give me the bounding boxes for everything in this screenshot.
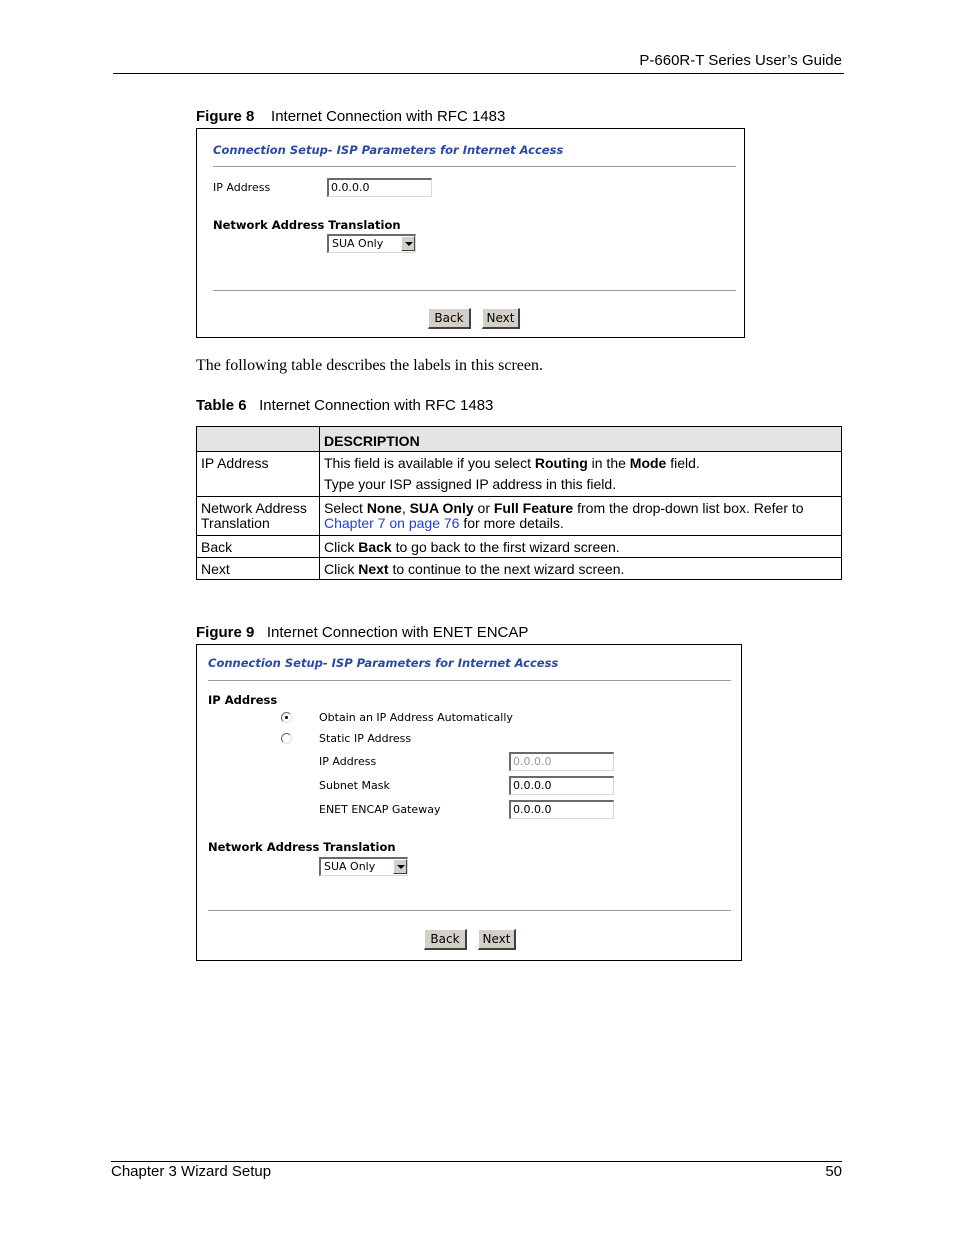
desc-text: in the	[587, 455, 630, 471]
radio-obtain-auto[interactable]	[281, 712, 292, 723]
desc-bold: Routing	[534, 455, 588, 471]
figure8-nat-select[interactable]	[327, 234, 416, 253]
row-description	[320, 452, 842, 497]
table6-caption	[196, 397, 493, 414]
desc-text: field.	[666, 455, 700, 471]
desc-text: to go back to the first wizard screen.	[391, 539, 620, 555]
desc-text: This field is available if you select	[324, 455, 535, 471]
figure8-top-rule	[213, 166, 736, 167]
radio-static-ip[interactable]	[281, 733, 292, 744]
footer-rule	[111, 1161, 842, 1162]
figure8-ip-label: IP Address	[213, 181, 271, 194]
desc-text: for more details.	[459, 515, 564, 531]
desc-bold: SUA Only	[409, 500, 474, 516]
table-row	[197, 497, 842, 536]
chevron-down-icon	[401, 236, 415, 251]
desc-text: Click	[324, 539, 359, 555]
desc-bold: Back	[358, 539, 392, 555]
row-label: IP Address	[197, 452, 320, 497]
chevron-down-icon	[393, 859, 407, 874]
row-label: Network Address Translation	[197, 497, 320, 536]
figure8-ip-input[interactable]: 0.0.0.0	[327, 178, 432, 197]
chapter-link[interactable]: Chapter 7 on page 76	[324, 515, 460, 531]
figure9-nat-label: Network Address Translation	[208, 840, 396, 854]
footer-page-number: 50	[825, 1163, 842, 1180]
row-description	[320, 497, 842, 536]
figure9-next-button[interactable]: Next	[478, 929, 516, 950]
figure9-gateway-input[interactable]: 0.0.0.0	[509, 800, 614, 819]
figure8-caption-number: Figure 8	[196, 108, 255, 125]
figure9-top-rule	[208, 680, 731, 681]
figure9-ip-heading: IP Address	[208, 693, 278, 707]
radio-obtain-auto-label: Obtain an IP Address Automatically	[319, 711, 513, 724]
figure9-nat-select-value: SUA Only	[324, 860, 376, 873]
figure9-mask-input[interactable]: 0.0.0.0	[509, 776, 614, 795]
figure8-caption	[196, 108, 505, 125]
figure8-next-button[interactable]: Next	[482, 308, 520, 329]
figure9-gateway-label: ENET ENCAP Gateway	[319, 803, 441, 816]
row-description	[320, 558, 842, 580]
table6-caption-number: Table 6	[196, 397, 247, 414]
table-row	[197, 452, 842, 497]
row-description-line: Type your ISP assigned IP address in this field.	[324, 476, 617, 492]
radio-static-ip-label: Static IP Address	[319, 732, 412, 745]
row-description-line	[324, 456, 837, 471]
table-row	[197, 558, 842, 580]
figure8-bottom-rule	[213, 290, 736, 291]
figure9-caption-number: Figure 9	[196, 624, 255, 641]
figure9-ip-label: IP Address	[319, 755, 377, 768]
intro-paragraph: The following table describes the labels in this screen.	[196, 357, 544, 374]
figure8-nat-select-value: SUA Only	[332, 237, 384, 250]
figure8-caption-text: Internet Connection with RFC 1483	[271, 108, 506, 125]
description-table	[196, 426, 842, 580]
desc-text: to continue to the next wizard screen.	[388, 561, 625, 577]
figure8-nat-label: Network Address Translation	[213, 218, 401, 232]
header-title: P-660R-T Series User’s Guide	[639, 52, 842, 69]
table-row	[197, 536, 842, 558]
figure9-mask-label: Subnet Mask	[319, 779, 390, 792]
desc-text: ,	[401, 500, 410, 516]
figure9-caption	[196, 624, 528, 641]
figure9-back-button[interactable]: Back	[424, 929, 467, 950]
desc-text: from the drop-down list box. Refer to	[573, 500, 804, 516]
row-label: Next	[197, 558, 320, 580]
row-description	[320, 536, 842, 558]
footer-chapter: Chapter 3 Wizard Setup	[111, 1163, 272, 1180]
desc-text: or	[473, 500, 494, 516]
desc-bold: Full Feature	[493, 500, 574, 516]
figure8-screen	[196, 128, 745, 338]
table6-caption-text: Internet Connection with RFC 1483	[259, 397, 494, 414]
table-header-description: DESCRIPTION	[320, 427, 842, 452]
figure8-back-button[interactable]: Back	[428, 308, 471, 329]
desc-text: Click	[324, 561, 359, 577]
figure9-screen-title: Connection Setup- ISP Parameters for Internet Access	[208, 656, 559, 670]
figure9-ip-input[interactable]: 0.0.0.0	[509, 752, 614, 771]
figure9-screen	[196, 644, 742, 961]
table-header-label	[197, 427, 320, 452]
header-rule	[113, 73, 844, 74]
figure9-bottom-rule	[208, 910, 731, 911]
desc-text: Select	[324, 500, 367, 516]
desc-bold: Next	[358, 561, 389, 577]
desc-bold: None	[366, 500, 402, 516]
table-header-row	[197, 427, 842, 452]
row-label: Back	[197, 536, 320, 558]
desc-bold: Mode	[629, 455, 667, 471]
figure8-screen-title: Connection Setup- ISP Parameters for Internet Access	[213, 143, 564, 157]
figure9-caption-text: Internet Connection with ENET ENCAP	[266, 624, 529, 641]
figure9-nat-select[interactable]	[319, 857, 408, 876]
